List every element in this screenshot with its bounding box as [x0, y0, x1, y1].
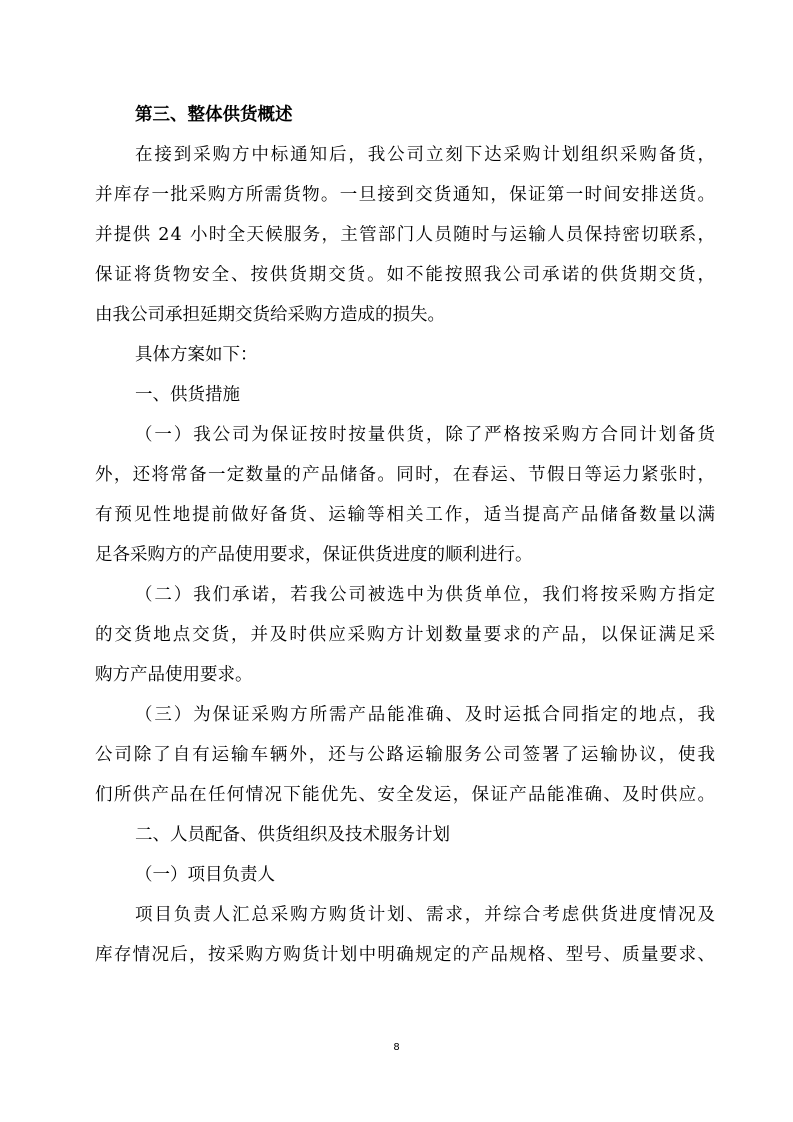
body-text-line: 并库存一批采购方所需货物。一旦接到交货通知，保证第一时间安排送货。 [95, 185, 717, 205]
document-page [95, 95, 715, 975]
body-text-line: 具体方案如下： [135, 345, 258, 365]
body-text-line: （一）我公司为保证按时按量供货，除了严格按采购方合同计划备货 [135, 425, 717, 445]
document-body [95, 135, 715, 975]
body-text-line: （一）项目负责人 [135, 865, 275, 885]
body-text-line: 在接到采购方中标通知后，我公司立刻下达采购计划组织采购备货， [135, 145, 717, 165]
body-text-line: 购方产品使用要求。 [95, 665, 253, 685]
body-text-line: 一、供货措施 [135, 385, 240, 405]
body-text-line: 足各采购方的产品使用要求，保证供货进度的顺利进行。 [95, 545, 533, 565]
body-text-line: 公司除了自有运输车辆外，还与公路运输服务公司签署了运输协议，使我 [95, 745, 717, 765]
body-text-line: 并提供 24 小时全天候服务，主管部门人员随时与运输人员保持密切联系， [95, 225, 717, 245]
body-text-line: 有预见性地提前做好备货、运输等相关工作，适当提高产品储备数量以满 [95, 505, 717, 525]
body-text-line: 外，还将常备一定数量的产品储备。同时，在春运、节假日等运力紧张时， [95, 465, 717, 485]
body-text-line: 的交货地点交货，并及时供应采购方计划数量要求的产品，以保证满足采 [95, 625, 717, 645]
body-text-line: （二）我们承诺，若我公司被选中为供货单位，我们将按采购方指定 [135, 585, 717, 605]
body-text-line: 由我公司承担延期交货给采购方造成的损失。 [95, 305, 445, 325]
body-text-line: 保证将货物安全、按供货期交货。如不能按照我公司承诺的供货期交货， [95, 265, 717, 285]
body-text-line: 们所供产品在任何情况下能优先、安全发运，保证产品能准确、及时供应。 [95, 785, 717, 805]
body-text-line: 库存情况后，按采购方购货计划中明确规定的产品规格、型号、质量要求、 [95, 945, 717, 965]
page-number: 8 [393, 1042, 400, 1053]
body-text-line: 二、人员配备、供货组织及技术服务计划 [135, 825, 450, 845]
body-text-line: （三）为保证采购方所需产品能准确、及时运抵合同指定的地点，我 [135, 705, 717, 725]
section-heading: 第三、整体供货概述 [135, 105, 293, 125]
body-text-line: 项目负责人汇总采购方购货计划、需求，并综合考虑供货进度情况及 [135, 905, 717, 925]
